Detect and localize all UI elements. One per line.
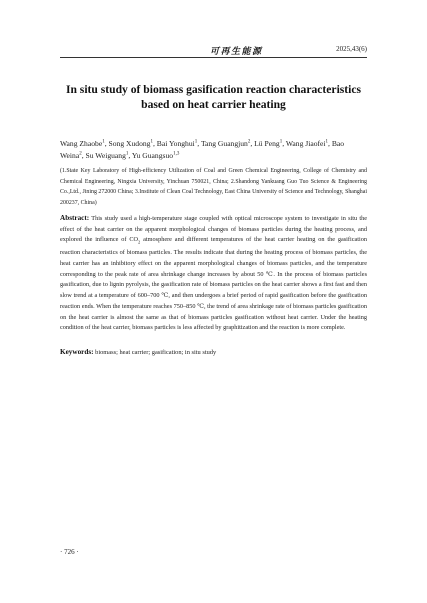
abstract-text-part-2: atmosphere and different temperatures of the heat carrier heating on the gasification reaction characteristics of biomass particles. The results indicate that during the heating process of biomass particles, the heat carrier has an inhibitory effect on the apparent morphological changes of biomass particles, and the temperature corresponding to the peak rate of area shrinkage change increases by about 50 ℃. In the process of biomass particles gasification, due to lignin pyrolysis, the gasification rate of biomass particles on the heat carrier shows a first fast and then slow trend at a temperature of 600–700 ℃, and then undergoes a brief period of rapid gasification before the gasification reaction ends. When the temperature reaches 750–850 ℃, the trend of area shrinkage rate of biomass particles gasification on the heat carrier is almost the same as that of biomass particles gasification without heat carrier. Under the heating condition of the heat carrier, biomass particles is less affected by graphitization and the reaction is more complete.	[60, 236, 367, 332]
author-affiliation-mark: 1	[102, 139, 105, 145]
issue-info: 2025,43(6)	[336, 45, 367, 53]
author-name: Tang Guangjun	[200, 139, 248, 148]
author	[86, 151, 129, 160]
author	[254, 139, 282, 148]
abstract-label: Abstract:	[60, 214, 90, 222]
author-name: Su Weiguang	[85, 151, 126, 161]
journal-name: 可再生能源	[210, 46, 263, 56]
title-line-2: based on heat carrier heating	[141, 97, 286, 111]
paper-title	[60, 83, 367, 112]
running-header	[60, 44, 367, 58]
author	[286, 139, 328, 148]
title-line-1: In situ study of biomass gasification reaction characteristics	[65, 83, 362, 96]
abstract	[60, 213, 367, 334]
author-name: Lü Peng	[254, 139, 280, 148]
author-name: Wang Jiaofei	[285, 139, 326, 148]
author	[60, 139, 105, 148]
affiliation-text: (1.State Key Laboratory of High-efficiency Utilization of Coal and Green Chemical Engineering, College of Chemistry and Chemical Engineering, Ningxia University, Yinchuan 750021, China; 2.Shandong Yankuang Guo Tuo Science & Engineering Co.,Ltd., Jining 272000 China; 3.Institute of Clean Coal Technology, East China University of Science and Technology, Shanghai 200237, China)	[60, 168, 367, 206]
author-affiliation-mark: 1	[194, 139, 198, 145]
author	[132, 151, 179, 160]
author-affiliation-mark: 1	[125, 151, 129, 157]
author-affiliation-mark: 1	[279, 139, 283, 145]
co2-subscript: 2	[138, 239, 141, 245]
author	[201, 139, 250, 148]
author-affiliation-mark: 1,3	[173, 151, 180, 157]
author-name: Bai Yonghui	[156, 139, 195, 148]
author-affiliation-mark: 2	[247, 139, 251, 145]
keywords	[60, 347, 367, 358]
author-affiliation-mark: 1	[325, 139, 329, 145]
author-affiliation-mark: 1	[150, 139, 153, 145]
keywords-label: Keywords:	[60, 348, 94, 356]
abstract-text-part-1: This study used a high-temperature stage coupled with optical microscope system to investigate in situ the effect of the heat carrier on the apparent morphological changes of biomass particles during the heating process, and explored the influence of CO	[60, 215, 367, 244]
author-affiliation-mark: 2	[79, 151, 82, 157]
author	[157, 139, 197, 148]
author-name: Bao Weina	[60, 139, 345, 161]
author-name: Wang Zhaobe	[60, 139, 103, 148]
page-number: · 726 ·	[60, 548, 79, 556]
author	[109, 139, 153, 148]
keywords-text: biomass; heat carrier; gasification; in situ study	[93, 349, 217, 356]
author-name: Yu Guangsuo	[131, 151, 174, 161]
author-list: Wang Zhaobe$^1$, Song Xudong$^1$, Bai Yonghui$^1$, Tang Guangjun$^2$, Lü Peng$^1$, Wang Jiaofei$^1$, Bao Weina$^2$, Su Weiguang$^1$, Yu Guangsuo$^{1,3}$	[60, 139, 345, 161]
author-name: Song Xudong	[108, 139, 151, 148]
